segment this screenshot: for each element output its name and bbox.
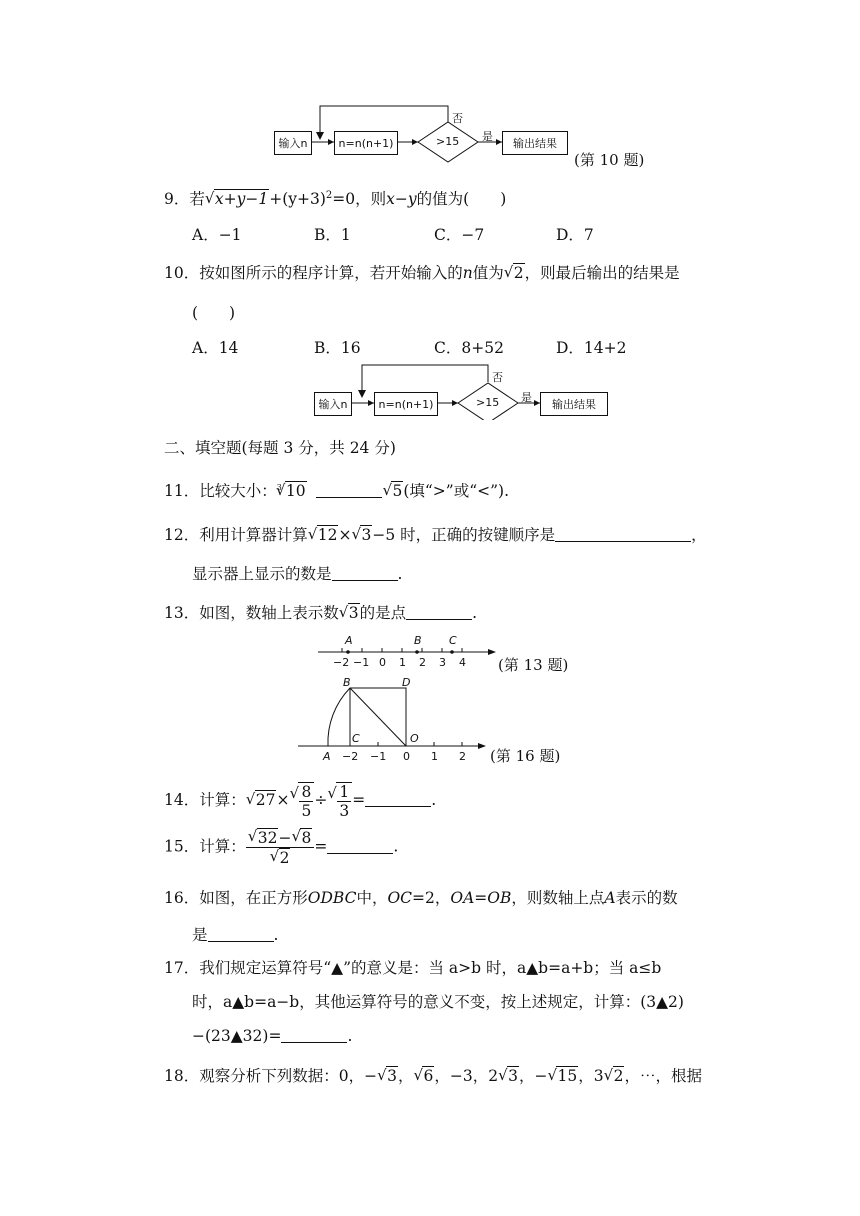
- q16-t1: =2，: [412, 889, 451, 907]
- q18-c4: ，3: [578, 1067, 604, 1085]
- q17-line1-text: 我们规定运算符号“▲”的意义是：当 a>b 时，a▲b=a+b；当 a≤b: [199, 959, 662, 977]
- q10-stem: [164, 263, 680, 283]
- flow-input-box: [274, 131, 312, 155]
- q17-answer-blank[interactable]: [281, 1027, 347, 1043]
- flowchart-q10: [0, 360, 860, 420]
- q12-keys-blank[interactable]: [555, 526, 691, 542]
- q12-times: ×: [338, 526, 352, 544]
- q9-option-b: B．1: [314, 226, 351, 244]
- q10-option-a: A．14: [192, 339, 239, 357]
- q16-t3: ，则数轴上点: [511, 889, 605, 907]
- q15-answer-blank[interactable]: [327, 838, 393, 854]
- q10-var: n: [462, 264, 473, 282]
- q14-number: 14．: [164, 791, 200, 809]
- flow2-input-label: 输入n: [318, 398, 348, 411]
- section-2-heading: 二、填空题(每题 3 分，共 24 分): [164, 439, 396, 457]
- fig16-tick-m1: −1: [370, 750, 387, 763]
- q9-radicand: x+y−1: [214, 190, 269, 209]
- q10-paren: ( ): [192, 304, 236, 322]
- flowchart-top: [0, 0, 860, 170]
- q9-option-c: C．−7: [434, 226, 485, 244]
- fig16-tick-2: 2: [459, 750, 466, 763]
- q14-frac1-den: 5: [301, 802, 312, 820]
- q18-radicand-3: 3: [508, 1067, 518, 1085]
- q14-div: ÷: [314, 791, 328, 809]
- q11-number: 11．: [164, 482, 200, 501]
- q9-text-c: =0，则: [332, 190, 387, 209]
- q12-line2-text: 显示器上显示的数是: [192, 565, 332, 583]
- q11-radicand-a: 10: [285, 482, 306, 501]
- q9-text-d: x−y: [386, 190, 417, 209]
- q16-stem: [164, 888, 678, 908]
- q14-times: ×: [276, 791, 290, 809]
- q11-stem: [164, 478, 509, 501]
- flow2-process-box: [374, 392, 438, 416]
- q16-t2: =: [474, 889, 488, 907]
- q18-stem: [164, 1066, 702, 1086]
- q16-ob: OB: [487, 889, 512, 907]
- q18-radicand-4: 15: [557, 1067, 578, 1085]
- q17-line3: [192, 1026, 352, 1046]
- q10-radical: [504, 263, 525, 283]
- q12-radical-2: [351, 525, 372, 545]
- q14-radical-2: [289, 782, 314, 820]
- q10-radicand: 2: [513, 264, 524, 282]
- q18-radical-2: [413, 1066, 434, 1086]
- q14-eq: =: [352, 791, 366, 809]
- q10-text-c: ，则最后输出的结果是: [524, 264, 680, 282]
- q18-radical-4: [547, 1066, 578, 1086]
- q12-radical-1: [308, 525, 339, 545]
- q12-number: 12．: [164, 526, 200, 544]
- flow-yes-label: 是: [482, 130, 493, 143]
- q18-radical-1: [377, 1066, 398, 1086]
- q10-option-d: D．14+2: [556, 339, 627, 357]
- q12-stem: [164, 525, 707, 545]
- fig10-caption: (第 10 题): [574, 151, 645, 169]
- q14-radical-3: [327, 782, 352, 820]
- q14-frac1-num: √ 8: [301, 783, 312, 801]
- fig13-tick-4: 4: [459, 656, 466, 669]
- q15-end: .: [393, 837, 399, 856]
- q12-end: .: [397, 565, 403, 583]
- q17-line1: [164, 958, 661, 978]
- fig13-tick-3: 3: [439, 656, 446, 669]
- q18-radicand-5: 2: [613, 1067, 624, 1085]
- q15-radicand-2: 8: [301, 829, 312, 847]
- q15-radical-1: [248, 828, 279, 847]
- q13-stem: [164, 603, 477, 623]
- q16-line2: [192, 925, 278, 945]
- flow2-yes-label: 是: [521, 391, 532, 404]
- q12-display-blank[interactable]: [332, 565, 398, 581]
- q11-text-a: 比较大小：: [199, 482, 277, 501]
- q12-text-c: ，: [691, 526, 707, 544]
- fig16-caption: (第 16 题): [490, 747, 561, 765]
- q14-frac2-num: √ 1: [339, 783, 350, 801]
- flow2-output-label: 输出结果: [552, 398, 596, 411]
- q16-square-name: ODBC: [307, 889, 357, 907]
- q10-number: 10．: [164, 264, 200, 282]
- q11-radicand-b: 5: [392, 482, 403, 501]
- q11-answer-blank[interactable]: [316, 482, 382, 498]
- fig16-label-a: A: [323, 750, 331, 763]
- flow2-output-box: [540, 392, 608, 416]
- q9-stem: [164, 186, 506, 209]
- q18-c1: ，: [397, 1067, 414, 1085]
- q13-radical: [339, 603, 360, 623]
- q18-radicand-1: 3: [387, 1067, 397, 1085]
- q18-text-a: 观察分析下列数据：0，−: [199, 1067, 378, 1085]
- flow-process-label: n=n(n+1): [338, 136, 394, 150]
- flow-decision-label: >15: [436, 135, 460, 148]
- q15-radicand-1: 32: [257, 829, 278, 847]
- q16-oa: OA: [450, 889, 475, 907]
- fig16-label-o: O: [410, 732, 419, 745]
- flow2-process-label: n=n(n+1): [378, 397, 434, 411]
- fig16-label-b: B: [343, 676, 351, 689]
- fig13-caption: (第 13 题): [498, 656, 569, 674]
- q10-option-b: B．16: [314, 339, 361, 357]
- q13-text-b: 的是点: [359, 604, 407, 622]
- fig13-label-a: A: [345, 634, 353, 647]
- flow2-decision-label: >15: [476, 396, 500, 409]
- q15-radical-3: [270, 848, 291, 867]
- q14-radicand-1: 27: [255, 791, 276, 809]
- q13-answer-blank[interactable]: [406, 604, 472, 620]
- fig13-tick-m2: −2: [333, 656, 350, 669]
- q17-number: 17．: [164, 959, 200, 977]
- q11-root-index: 3: [276, 483, 282, 492]
- q15-fraction: [246, 828, 315, 867]
- q18-c2: ，−3，2: [434, 1067, 499, 1085]
- q14-stem: [164, 782, 436, 820]
- q12-text-b: −5 时，正确的按键顺序是: [372, 526, 556, 544]
- q9-option-d: D．7: [556, 226, 594, 244]
- q15-stem: [164, 828, 398, 867]
- flow-output-label: 输出结果: [513, 137, 557, 150]
- q13-end: .: [472, 604, 478, 622]
- q16-oc: OC: [387, 889, 413, 907]
- q17-end: .: [347, 1027, 353, 1045]
- flow2-input-box: [314, 392, 352, 416]
- q17-line3-text: −(23▲32)=: [192, 1027, 282, 1045]
- flow-process-box: [334, 131, 398, 155]
- q14-answer-blank[interactable]: [365, 791, 431, 807]
- q12-text-a: 利用计算器计算: [199, 526, 308, 544]
- q14-text-a: 计算：: [199, 791, 246, 809]
- q13-number: 13．: [164, 604, 200, 622]
- q14-frac2-den: 3: [339, 802, 350, 820]
- q17-line2: 时，a▲b=a−b，其他运算符号的意义不变，按上述规定，计算：(3▲2): [192, 993, 684, 1011]
- fig13-label-c: C: [449, 634, 457, 647]
- fig16-tick-m2: −2: [342, 750, 359, 763]
- q12-radicand-1: 12: [317, 526, 338, 544]
- q9-radical: [205, 189, 269, 209]
- q16-t4: 表示的数: [615, 889, 678, 907]
- q16-end: .: [273, 926, 279, 944]
- fig16-square-figure: [294, 676, 488, 770]
- flow-input-label: 输入n: [278, 137, 308, 150]
- q15-eq: =: [314, 837, 328, 856]
- fig13-tick-2: 2: [419, 656, 426, 669]
- q9-text-b: +(y+3): [269, 190, 326, 209]
- q14-end: .: [431, 791, 437, 809]
- q18-radical-5: [604, 1066, 625, 1086]
- q13-text-a: 如图，数轴上表示数: [199, 604, 339, 622]
- q9-option-a: A．−1: [192, 226, 242, 244]
- q10-option-c: C．8+52: [434, 339, 504, 357]
- q15-text-a: 计算：: [199, 837, 246, 856]
- flow-output-box: [502, 131, 568, 155]
- q16-answer-blank[interactable]: [208, 926, 274, 942]
- q11-radical-a: [276, 481, 307, 501]
- flow2-no-label: 否: [492, 371, 503, 384]
- q14-radical-1: [246, 788, 277, 812]
- q18-radical-3: [498, 1066, 519, 1086]
- fig16-tick-1: 1: [431, 750, 438, 763]
- q15-radicand-3: 2: [279, 849, 290, 867]
- q12-line2: [192, 564, 402, 584]
- q16-line2-text: 是: [192, 926, 208, 944]
- q9-text-a: 若: [189, 190, 205, 209]
- q9-number: 9．: [164, 190, 190, 209]
- fig13-tick-1: 1: [399, 656, 406, 669]
- q10-text-a: 按如图所示的程序计算，若开始输入的: [199, 264, 463, 282]
- q18-radicand-2: 6: [423, 1067, 434, 1085]
- q16-text-b: 中，: [356, 889, 388, 907]
- fig16-tick-0: 0: [403, 750, 410, 763]
- q10-text-b: 值为: [472, 264, 504, 282]
- q16-text-a: 如图，在正方形: [199, 889, 308, 907]
- fig13-tick-m1: −1: [353, 656, 370, 669]
- q16-number: 16．: [164, 889, 200, 907]
- fig13-tick-0: 0: [379, 656, 386, 669]
- q15-number: 15．: [164, 837, 200, 856]
- q9-text-e: 的值为( ): [416, 190, 507, 209]
- q16-point-a: A: [604, 889, 616, 907]
- q15-minus: −: [278, 829, 292, 847]
- q18-number: 18．: [164, 1067, 200, 1085]
- fig13-label-b: B: [414, 634, 422, 647]
- flowchart-top-lines: [0, 0, 860, 170]
- q12-radicand-2: 3: [361, 526, 372, 544]
- q11-text-b: (填“>”或“<”).: [403, 482, 510, 501]
- fig16-label-c: C: [352, 732, 360, 745]
- fig16-label-d: D: [402, 676, 411, 689]
- q13-radicand: 3: [348, 604, 359, 622]
- q18-c3: ，−: [518, 1067, 548, 1085]
- q11-radical-b: [382, 481, 403, 501]
- flow-no-label: 否: [452, 112, 463, 125]
- q9-exponent: 2: [325, 190, 333, 201]
- q18-c5: ，⋯，根据: [624, 1067, 702, 1085]
- q15-radical-2: [291, 828, 312, 847]
- fig13-number-line: [310, 630, 500, 674]
